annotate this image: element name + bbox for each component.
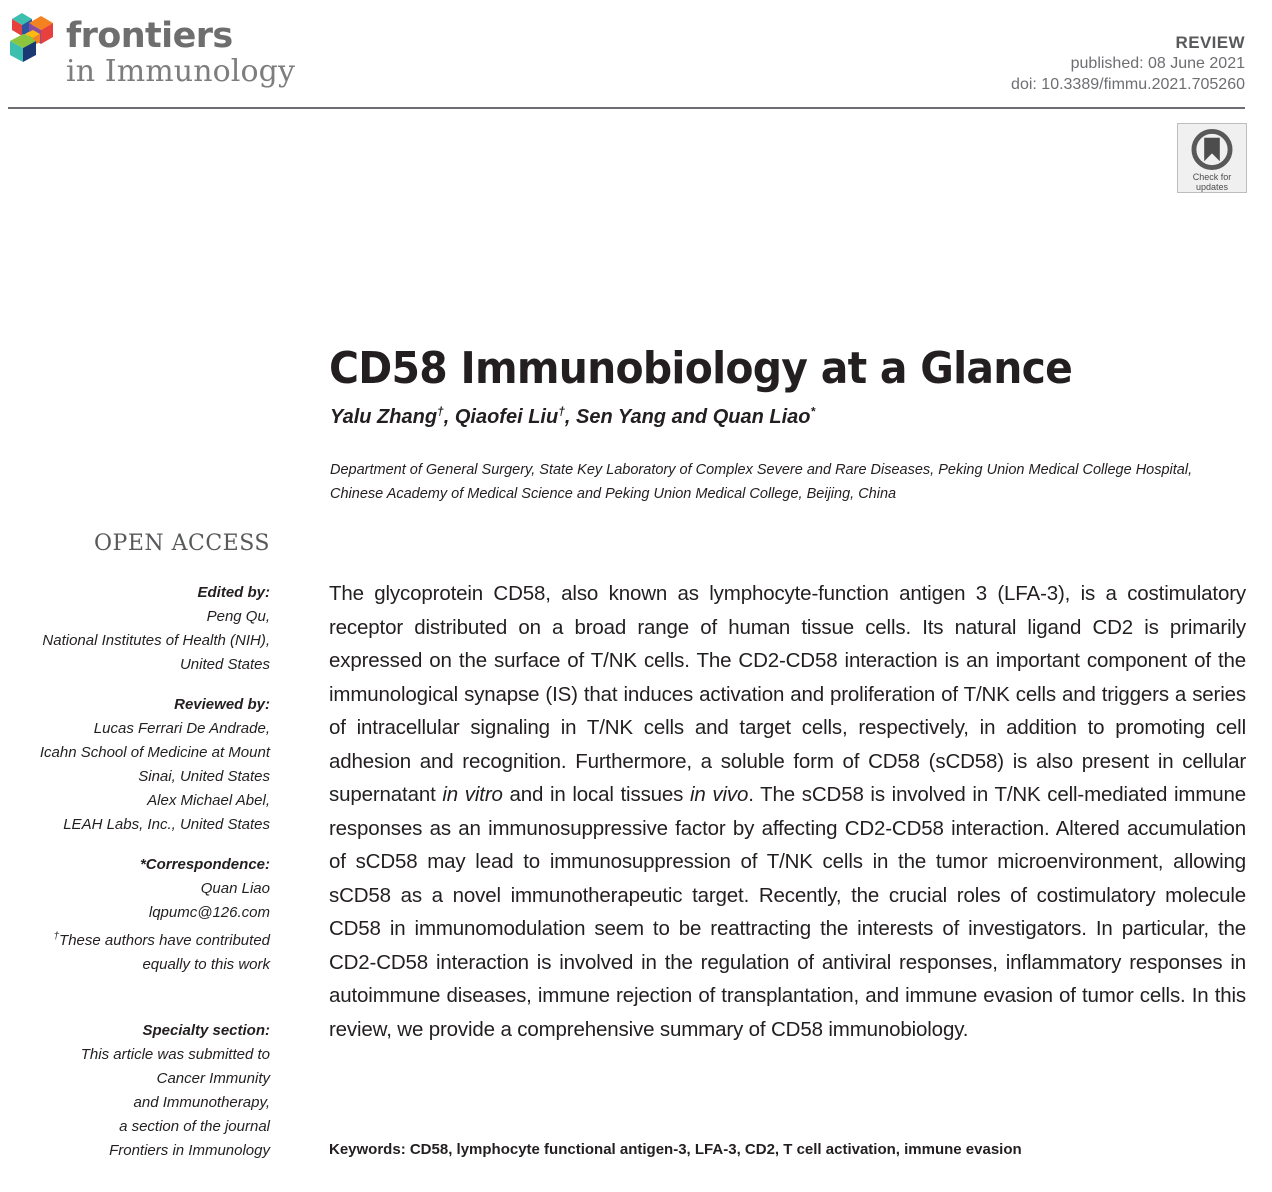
reviewer-1-name: Lucas Ferrari De Andrade, — [93, 720, 270, 737]
specialty-section-block — [0, 1019, 270, 1163]
corresponding-author-email[interactable]: lqpumc@126.com — [148, 904, 270, 921]
reviewer-2-name: Alex Michael Abel, — [147, 792, 270, 809]
article-sidebar — [0, 531, 270, 1179]
correspondence-heading: *Correspondence: — [139, 856, 270, 873]
journal-wordmark — [66, 8, 295, 89]
specialty-line-2: Cancer Immunity — [156, 1070, 270, 1087]
specialty-line-1: This article was submitted to — [80, 1046, 270, 1063]
article-title: CD58 Immunobiology at a Glance — [329, 343, 1073, 395]
editor-name: Peng Qu, — [206, 608, 270, 625]
sidebar-spacer — [0, 993, 270, 1019]
article-type: REVIEW — [1175, 33, 1245, 52]
doi: doi: 10.3389/fimmu.2021.705260 — [1011, 76, 1245, 93]
reviewer-1-affiliation-1: Icahn School of Medicine at Mount — [39, 744, 270, 761]
keywords-line: Keywords: CD58, lymphocyte functional antigen-3, LFA-3, CD2, T cell activation, immune evasion — [329, 1141, 1022, 1158]
reviewer-1-affiliation-2: Sinai, United States — [138, 768, 270, 785]
edited-by-block — [0, 581, 270, 677]
journal-branding — [8, 8, 295, 89]
header-divider — [8, 107, 1245, 109]
open-access-label: OPEN ACCESS — [93, 531, 270, 556]
frontiers-cube-logo-icon — [8, 8, 60, 66]
editor-affiliation-1: National Institutes of Health (NIH), — [42, 632, 270, 649]
corresponding-author-name: Quan Liao — [200, 880, 270, 897]
check-for-updates-label — [1193, 172, 1232, 192]
publication-date: published: 08 June 2021 — [1070, 55, 1245, 72]
author-list: Yalu Zhang†, Qiaofei Liu†, Sen Yang and Quan Liao* — [330, 404, 816, 428]
editor-affiliation-2: United States — [179, 656, 270, 673]
equal-contribution-line2: equally to this work — [142, 956, 270, 973]
reviewed-by-heading: Reviewed by: — [174, 696, 270, 713]
journal-name: in Immunology — [66, 54, 296, 89]
check-for-updates-line1: Check for — [1192, 172, 1232, 182]
specialty-line-5: Frontiers in Immunology — [109, 1142, 270, 1159]
author-affiliation: Department of General Surgery, State Key Laboratory of Complex Severe and Rare Diseases, Peking Union Medical College Hospital, Chinese Academy of Medical Science and Peking Union Medical College, Beijing, China — [330, 462, 1193, 502]
edited-by-heading: Edited by: — [197, 584, 270, 601]
crossmark-circle-icon — [1191, 129, 1233, 170]
check-for-updates-badge[interactable] — [1177, 123, 1247, 193]
page-header — [0, 0, 1272, 112]
article-metadata — [1011, 32, 1245, 95]
specialty-line-3: and Immunotherapy, — [133, 1094, 270, 1111]
frontiers-wordmark: frontiers — [66, 16, 233, 56]
abstract-body: The glycoprotein CD58, also known as lymphocyte-function antigen 3 (LFA-3), is a costimulatory receptor distributed on a broad range of human tissue cells. Its natural ligand CD2 is primarily expressed on the surface of T/NK cells. The CD2-CD58 interaction is an important component of the immunological synapse (IS) that induces activation and proliferation of T/NK cells and triggers a series of intracellular signaling in T/NK cells and target cells, respectively, in addition to promoting cell adhesion and recognition. Furthermore, a soluble form of CD58 (sCD58) is also present in cellular supernatant in vitro and in local tissues in vivo. The sCD58 is involved in T/NK cell-mediated immune responses as an immunosuppressive factor by affecting CD2-CD58 interaction. Altered accumulation of sCD58 may lead to immunosuppression of T/NK cells in the tumor microenvironment, allowing sCD58 as a novel immunotherapeutic target. Recently, the crucial roles of costimulatory molecule CD58 in immunomodulation seem to be reattracting the interests of investigators. In particular, the CD2-CD58 interaction is involved in the regulation of antiviral responses, inflammatory responses in autoimmune diseases, immune rejection of transplantation, and immune evasion of tumor cells. In this review, we provide a comprehensive summary of CD58 immunobiology. — [329, 582, 1246, 1041]
reviewer-2-affiliation: LEAH Labs, Inc., United States — [63, 816, 270, 833]
check-for-updates-line2: updates — [1195, 182, 1228, 192]
specialty-section-heading: Specialty section: — [142, 1022, 270, 1039]
correspondence-block — [0, 853, 270, 925]
reviewed-by-block — [0, 693, 270, 837]
equal-contribution-note — [0, 929, 270, 977]
equal-contribution-line1: †These authors have contributed — [53, 931, 270, 949]
specialty-line-4: a section of the journal — [119, 1118, 270, 1135]
